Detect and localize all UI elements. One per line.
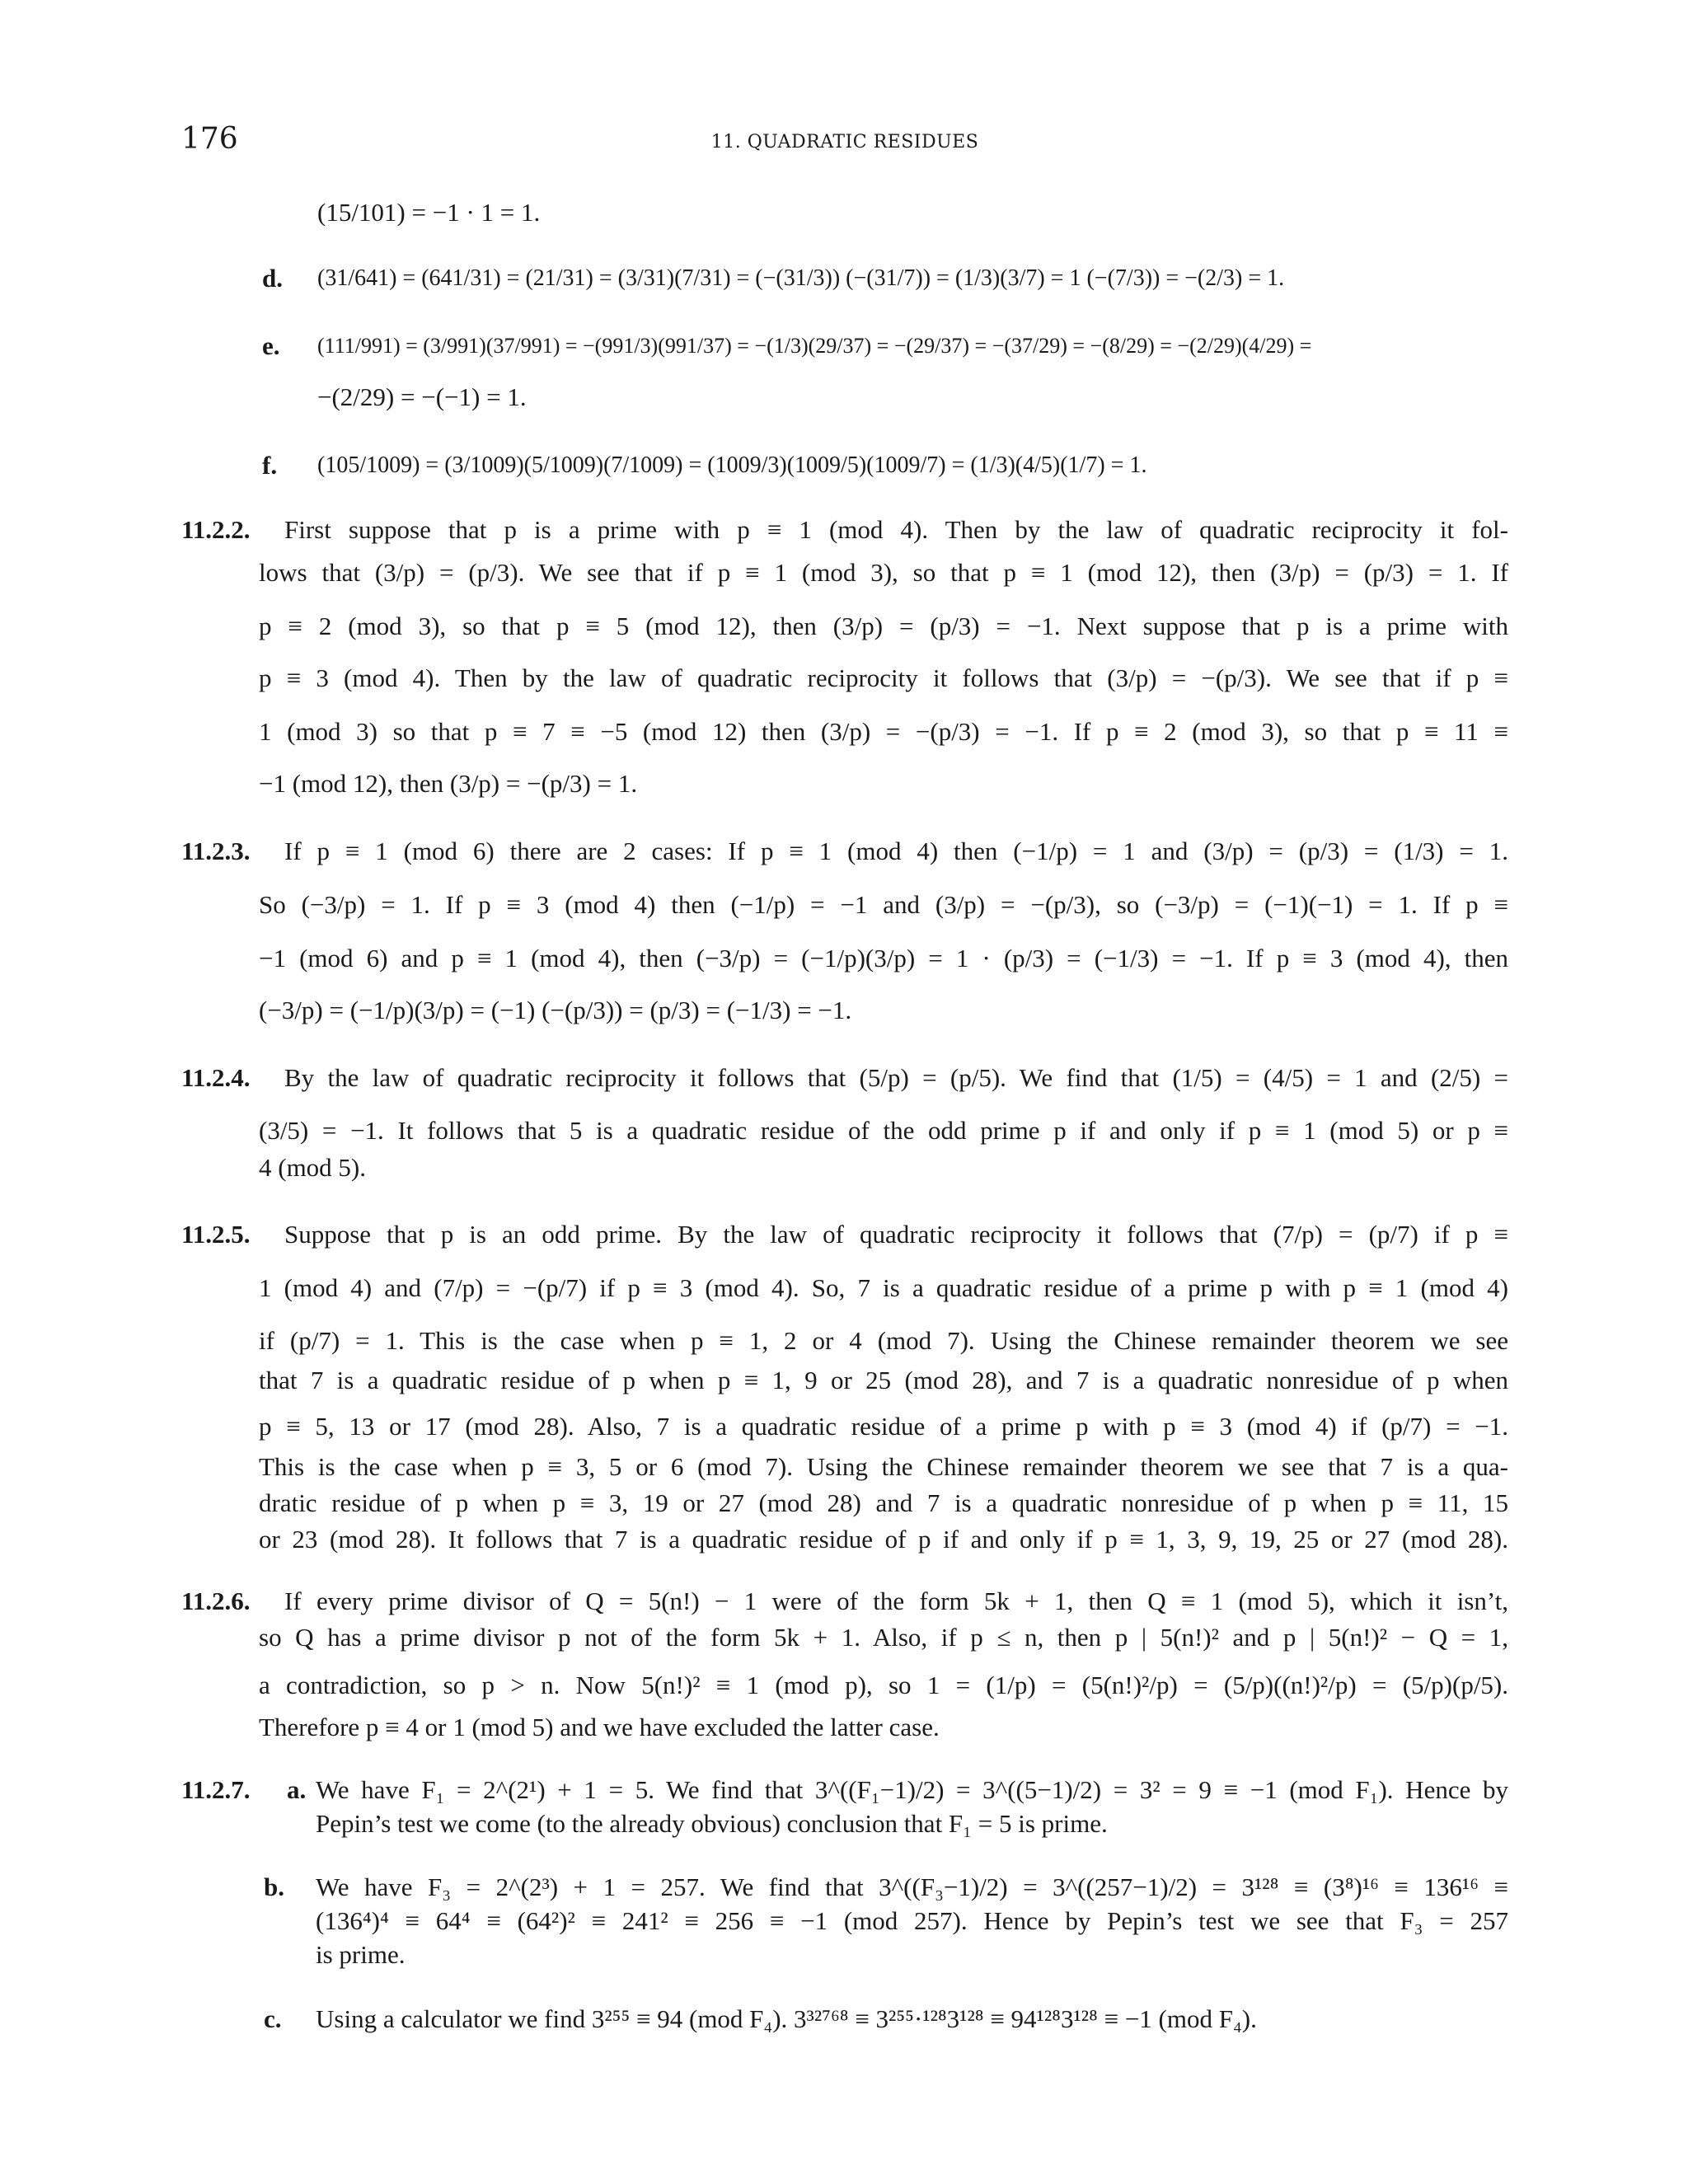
item-label: d. bbox=[262, 264, 283, 293]
text-line: −1 (mod 12), then (3/p) = −(p/3) = 1. bbox=[259, 769, 638, 798]
text-line: is prime. bbox=[316, 1940, 406, 1969]
text-line: If p ≡ 1 (mod 6) there are 2 cases: If p ≡ 1 (mod 4) then (−1/p) = 1 and (3/p) = (p/3) = (1/3) = 1. bbox=[284, 837, 1508, 865]
text-line: (3/5) = −1. It follows that 5 is a quadratic residue of the odd prime p if and only if p ≡ 1 (mod 5) or p ≡ bbox=[259, 1116, 1508, 1145]
text-line: (136⁴)⁴ ≡ 64⁴ ≡ (64²)² ≡ 241² ≡ 256 ≡ −1 (mod 257). Hence by Pepin’s test we see that F₃ = 257 bbox=[316, 1906, 1508, 1935]
text-line: a contradiction, so p > n. Now 5(n!)² ≡ 1 (mod p), so 1 = (1/p) = (5(n!)²/p) = (5/p)((n!)²/p) = (5/p)(p/5). bbox=[259, 1671, 1508, 1699]
text-line: We have F₁ = 2^(2¹) + 1 = 5. We find that 3^((F₁−1)/2) = 3^((5−1)/2) = 3² = 9 ≡ −1 (mod F₁). Hence by bbox=[316, 1775, 1508, 1804]
exercise-number: 11.2.3. bbox=[181, 837, 251, 865]
text-line: 1 (mod 3) so that p ≡ 7 ≡ −5 (mod 12) then (3/p) = −(p/3) = −1. If p ≡ 2 (mod 3), so that p ≡ 11 ≡ bbox=[259, 717, 1508, 746]
equation-line: (105/1009) = (3/1009)(5/1009)(7/1009) = (1009/3)(1009/5)(1009/7) = (1/3)(4/5)(1/7) = 1. bbox=[317, 452, 1147, 478]
text-line: Therefore p ≡ 4 or 1 (mod 5) and we have excluded the latter case. bbox=[259, 1713, 940, 1741]
text-line: dratic residue of p when p ≡ 3, 19 or 27 (mod 28) and 7 is a quadratic nonresidue of p when p ≡ 11, 15 bbox=[259, 1488, 1508, 1517]
text-line: Suppose that p is an odd prime. By the law of quadratic reciprocity it follows that (7/p) = (p/7) if p ≡ bbox=[284, 1220, 1508, 1249]
item-label: e. bbox=[262, 331, 280, 360]
text-line: So (−3/p) = 1. If p ≡ 3 (mod 4) then (−1/p) = −1 and (3/p) = −(p/3), so (−3/p) = (−1)(−1) = 1. If p ≡ bbox=[259, 890, 1508, 919]
item-label: c. bbox=[264, 2004, 282, 2033]
page-header bbox=[181, 122, 1508, 163]
text-line: if (p/7) = 1. This is the case when p ≡ 1, 2 or 4 (mod 7). Using the Chinese remainder theorem we see bbox=[259, 1326, 1508, 1355]
text-line: If every prime divisor of Q = 5(n!) − 1 were of the form 5k + 1, then Q ≡ 1 (mod 5), which it isn’t, bbox=[284, 1586, 1508, 1615]
text-line: This is the case when p ≡ 3, 5 or 6 (mod 7). Using the Chinese remainder theorem we see that 7 is a qua- bbox=[259, 1452, 1508, 1481]
exercise-number: 11.2.5. bbox=[181, 1220, 251, 1249]
text-line: By the law of quadratic reciprocity it follows that (5/p) = (p/5). We find that (1/5) = (4/5) = 1 and (2/5) = bbox=[284, 1063, 1508, 1092]
item-label: f. bbox=[262, 451, 278, 480]
text-line: that 7 is a quadratic residue of p when p ≡ 1, 9 or 25 (mod 28), and 7 is a quadratic nonresidue of p when bbox=[259, 1366, 1508, 1394]
text-line: 1 (mod 4) and (7/p) = −(p/7) if p ≡ 3 (mod 4). So, 7 is a quadratic residue of a prime p with p ≡ 1 (mod 4) bbox=[259, 1273, 1508, 1302]
text-line: Pepin’s test we come (to the already obvious) conclusion that F₁ = 5 is prime. bbox=[316, 1809, 1108, 1838]
text-line: Using a calculator we find 3²⁵⁵ ≡ 94 (mod F₄). 3³²⁷⁶⁸ ≡ 3²⁵⁵·¹²⁸3¹²⁸ ≡ 94¹²⁸3¹²⁸ ≡ −1 (mod F₄). bbox=[316, 2004, 1257, 2033]
equation-line: (15/101) = −1 · 1 = 1. bbox=[317, 198, 541, 227]
item-label: a. bbox=[287, 1775, 307, 1804]
text-line: p ≡ 3 (mod 4). Then by the law of quadratic reciprocity it follows that (3/p) = −(p/3). We see that if p ≡ bbox=[259, 663, 1508, 692]
exercise-number: 11.2.2. bbox=[181, 515, 251, 544]
text-line: (−3/p) = (−1/p)(3/p) = (−1) (−(p/3)) = (p/3) = (−1/3) = −1. bbox=[259, 996, 852, 1024]
text-line: We have F₃ = 2^(2³) + 1 = 257. We find that 3^((F₃−1)/2) = 3^((257−1)/2) = 3¹²⁸ ≡ (3⁸)¹⁶ ≡ 136¹⁶ ≡ bbox=[316, 1872, 1508, 1901]
page-number: 176 bbox=[181, 122, 238, 156]
text-line: p ≡ 5, 13 or 17 (mod 28). Also, 7 is a quadratic residue of a prime p with p ≡ 3 (mod 4) if (p/7) = −1. bbox=[259, 1412, 1508, 1441]
text-line: p ≡ 2 (mod 3), so that p ≡ 5 (mod 12), then (3/p) = (p/3) = −1. Next suppose that p is a prime with bbox=[259, 612, 1508, 640]
text-line: so Q has a prime divisor p not of the form 5k + 1. Also, if p ≤ n, then p | 5(n!)² and p | 5(n!)² − Q = 1, bbox=[259, 1623, 1508, 1652]
running-title: 11. QUADRATIC RESIDUES bbox=[710, 132, 979, 152]
text-line: −1 (mod 6) and p ≡ 1 (mod 4), then (−3/p) = (−1/p)(3/p) = 1 · (p/3) = (−1/3) = −1. If p ≡ 3 (mod 4), then bbox=[259, 944, 1508, 972]
equation-line: (31/641) = (641/31) = (21/31) = (3/31)(7/31) = (−(31/3)) (−(31/7)) = (1/3)(3/7) = 1 (−(7/3)) = −(2/3) = 1. bbox=[317, 265, 1285, 291]
text-line: First suppose that p is a prime with p ≡ 1 (mod 4). Then by the law of quadratic reciprocity it fol- bbox=[284, 515, 1508, 544]
exercise-number: 11.2.4. bbox=[181, 1063, 251, 1092]
text-line: lows that (3/p) = (p/3). We see that if p ≡ 1 (mod 3), so that p ≡ 1 (mod 12), then (3/p) = (p/3) = 1. If bbox=[259, 558, 1508, 587]
equation-line: −(2/29) = −(−1) = 1. bbox=[317, 382, 527, 411]
text-line: or 23 (mod 28). It follows that 7 is a quadratic residue of p if and only if p ≡ 1, 3, 9, 19, 25 or 27 (mod 28). bbox=[259, 1525, 1508, 1554]
exercise-number: 11.2.6. bbox=[181, 1586, 251, 1615]
item-label: b. bbox=[264, 1872, 284, 1901]
exercise-number: 11.2.7. bbox=[181, 1775, 251, 1804]
equation-line: (111/991) = (3/991)(37/991) = −(991/3)(991/37) = −(1/3)(29/37) = −(29/37) = −(37/29) = −(8/29) = −(2/29)(4/29) = bbox=[317, 334, 1312, 358]
text-line: 4 (mod 5). bbox=[259, 1153, 367, 1182]
